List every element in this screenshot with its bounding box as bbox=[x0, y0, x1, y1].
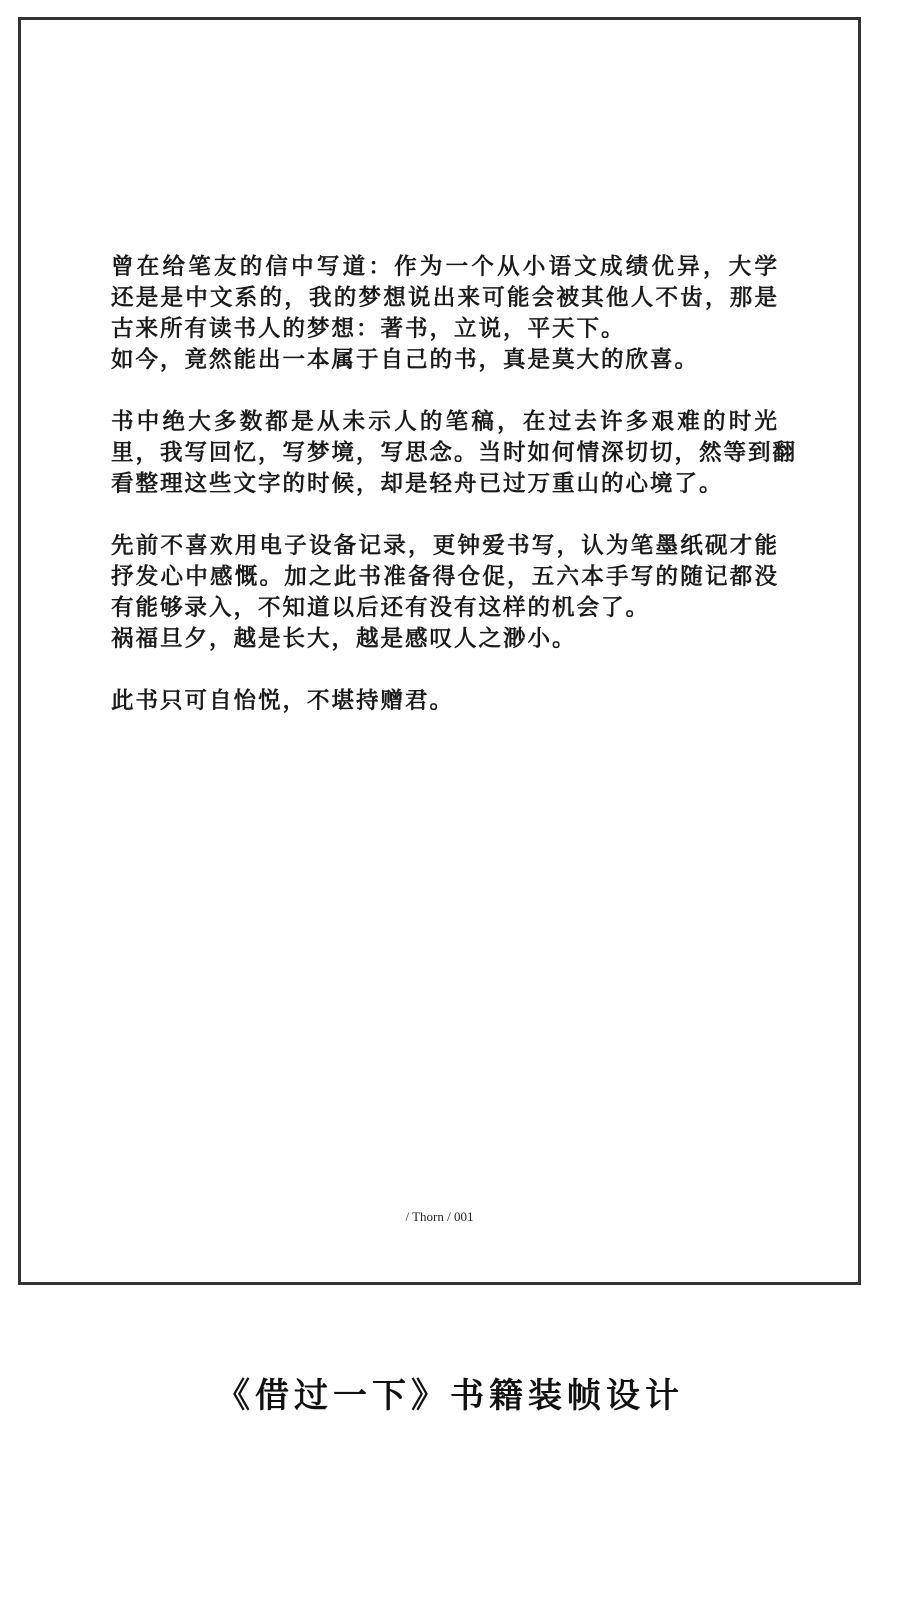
page-folio: / Thorn / 001 bbox=[405, 1209, 474, 1224]
text-line: 看整理这些文字的时候，却是轻舟已过万重山的心境了。 bbox=[111, 471, 724, 497]
paragraph-1 bbox=[111, 252, 779, 376]
text-line: 如今，竟然能出一本属于自己的书，真是莫大的欣喜。 bbox=[111, 347, 700, 373]
paragraph-2 bbox=[111, 407, 798, 500]
design-caption-title: 《借过一下》书籍装帧设计 bbox=[216, 1376, 684, 1416]
page-body-text bbox=[111, 252, 798, 748]
text-line: 曾在给笔友的信中写道：作为一个从小语文成绩优异，大学 bbox=[111, 254, 779, 280]
text-line: 先前不喜欢用电子设备记录，更钟爱书写，认为笔墨纸砚才能 bbox=[111, 533, 779, 559]
text-line: 此书只可自怡悦，不堪持赠君。 bbox=[111, 688, 455, 714]
text-line: 还是是中文系的，我的梦想说出来可能会被其他人不齿，那是 bbox=[111, 285, 779, 311]
paragraph-3 bbox=[111, 531, 779, 655]
text-line: 有能够录入，不知道以后还有没有这样的机会了。 bbox=[111, 595, 651, 621]
text-line: 里，我写回忆，写梦境，写思念。当时如何情深切切，然等到翻 bbox=[111, 440, 798, 466]
book-page bbox=[18, 17, 861, 1285]
text-line: 书中绝大多数都是从未示人的笔稿，在过去许多艰难的时光 bbox=[111, 409, 779, 435]
paragraph-4 bbox=[111, 686, 779, 717]
text-line: 抒发心中感慨。加之此书准备得仓促，五六本手写的随记都没 bbox=[111, 564, 779, 590]
text-line: 祸福旦夕，越是长大，越是感叹人之渺小。 bbox=[111, 626, 577, 652]
text-line: 古来所有读书人的梦想：著书，立说，平天下。 bbox=[111, 316, 626, 342]
